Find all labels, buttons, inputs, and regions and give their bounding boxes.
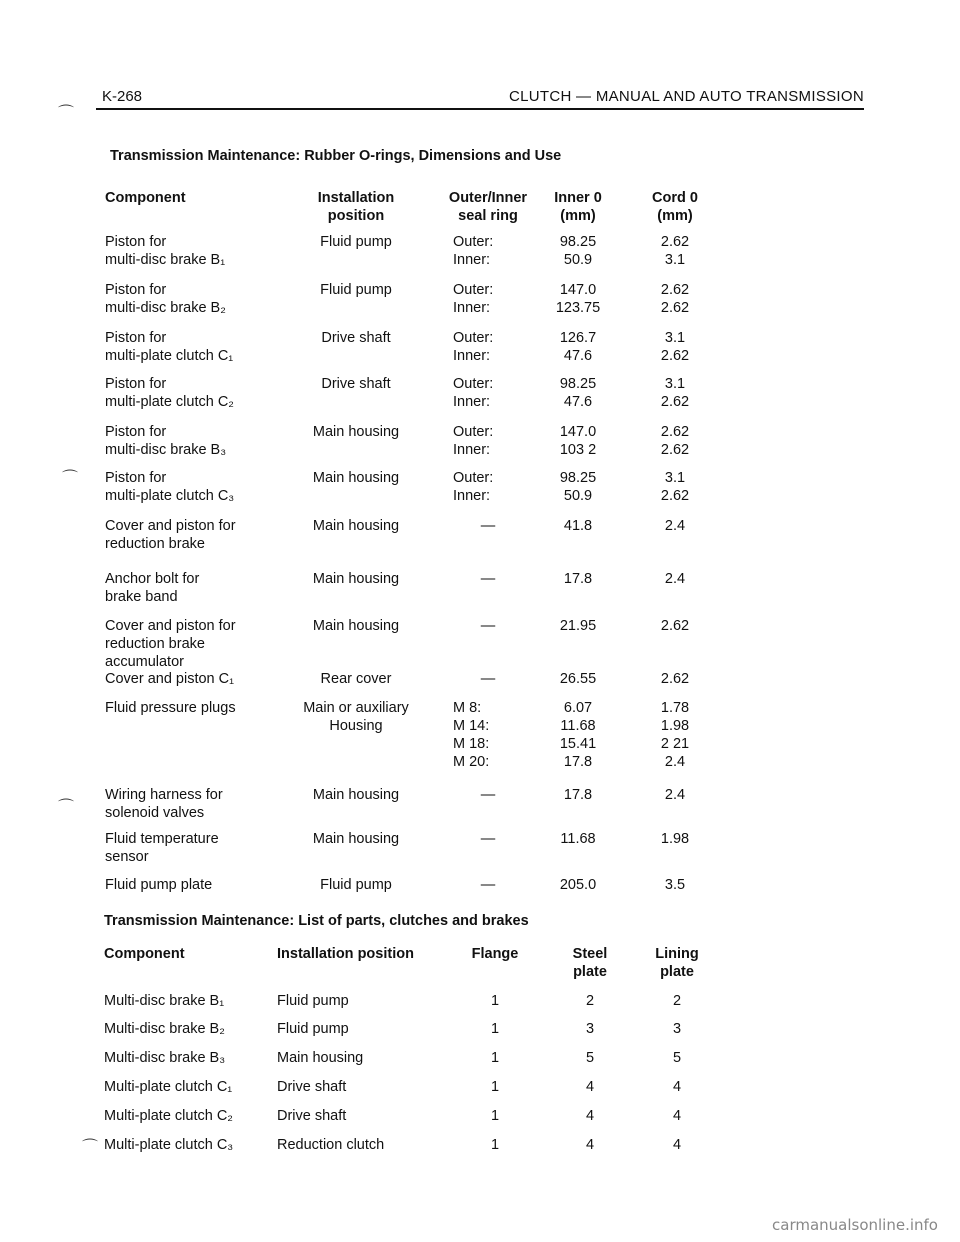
- t2-cell-flange: 1: [490, 993, 500, 1009]
- cell-component: Piston for multi-plate clutch C₁: [105, 330, 234, 364]
- t2-cell-lining: 2: [672, 993, 682, 1009]
- cell-component: Wiring harness for solenoid valves: [105, 787, 223, 821]
- cell-installation: Main housing: [312, 618, 400, 634]
- cell-installation: Fluid pump: [320, 234, 392, 250]
- t2-cell-component: Multi-disc brake B₂: [104, 1021, 225, 1037]
- cell-component: Piston for multi-plate clutch C₃: [105, 470, 235, 504]
- cell-inner-diameter: 126.7 47.6: [559, 330, 597, 364]
- cell-installation: Main housing: [312, 424, 400, 440]
- t2-cell-component: Multi-plate clutch C₃: [104, 1137, 234, 1153]
- cell-cord-diameter: 2.62: [660, 618, 690, 634]
- cell-installation: Main or auxiliary Housing: [303, 700, 409, 734]
- header-installation: Installation position: [317, 190, 395, 224]
- cell-installation: Main housing: [312, 831, 400, 847]
- cell-inner-diameter: 205.0: [559, 877, 597, 893]
- cell-seal: Outer: Inner:: [453, 470, 494, 504]
- t2-cell-installation: Drive shaft: [277, 1079, 347, 1095]
- cell-seal: —: [480, 571, 496, 587]
- cell-cord-diameter: 2.4: [664, 518, 686, 534]
- cell-installation: Drive shaft: [321, 376, 391, 392]
- cell-inner-diameter: 17.8: [563, 571, 593, 587]
- t2-cell-lining: 4: [672, 1108, 682, 1124]
- cell-cord-diameter: 1.78 1.98 2 21 2.4: [660, 700, 690, 770]
- cell-cord-diameter: 3.1 2.62: [660, 330, 690, 364]
- cell-seal: Outer: Inner:: [453, 330, 494, 364]
- t2-cell-installation: Fluid pump: [277, 993, 349, 1009]
- cell-inner-diameter: 98.25 47.6: [559, 376, 597, 410]
- t2-cell-installation: Reduction clutch: [277, 1137, 385, 1153]
- watermark: carmanualsonline.info: [772, 1216, 938, 1234]
- cell-installation: Drive shaft: [321, 330, 391, 346]
- cell-seal: Outer: Inner:: [453, 376, 494, 410]
- cell-component: Fluid pump plate: [105, 877, 213, 893]
- table1-title: Transmission Maintenance: Rubber O-rings, Dimensions and Use: [110, 148, 562, 164]
- t2-cell-lining: 4: [672, 1137, 682, 1153]
- cell-inner-diameter: 21.95: [559, 618, 597, 634]
- cell-cord-diameter: 2.62 3.1: [660, 234, 690, 268]
- cell-seal: —: [480, 671, 496, 687]
- cell-seal: —: [480, 618, 496, 634]
- cell-seal: Outer: Inner:: [453, 282, 494, 316]
- t2-header-installation: Installation position: [277, 946, 414, 962]
- t2-cell-flange: 1: [490, 1050, 500, 1066]
- cell-seal: Outer: Inner:: [453, 234, 494, 268]
- cell-seal: Outer: Inner:: [453, 424, 494, 458]
- t2-cell-flange: 1: [490, 1108, 500, 1124]
- cell-component: Anchor bolt for brake band: [105, 571, 200, 605]
- cell-inner-diameter: 26.55: [559, 671, 597, 687]
- t2-cell-steel: 4: [585, 1108, 595, 1124]
- margin-mark: ⌒: [58, 799, 75, 816]
- t2-cell-steel: 2: [585, 993, 595, 1009]
- cell-inner-diameter: 98.25 50.9: [559, 470, 597, 504]
- cell-inner-diameter: 6.07 11.68 15.41 17.8: [559, 700, 597, 770]
- header-inner: Inner 0 (mm): [554, 190, 602, 224]
- t2-cell-component: Multi-plate clutch C₁: [104, 1079, 233, 1095]
- cell-seal: —: [480, 877, 496, 893]
- cell-component: Piston for multi-disc brake B₂: [105, 282, 226, 316]
- t2-cell-flange: 1: [490, 1079, 500, 1095]
- cell-installation: Main housing: [312, 518, 400, 534]
- cell-installation: Rear cover: [320, 671, 392, 687]
- t2-cell-lining: 5: [672, 1050, 682, 1066]
- page-header: [96, 86, 864, 110]
- margin-mark: ⌒: [82, 1139, 99, 1156]
- cell-inner-diameter: 41.8: [563, 518, 593, 534]
- header-component: Component: [105, 190, 186, 206]
- cell-component: Piston for multi-disc brake B₃: [105, 424, 227, 458]
- table2-title: Transmission Maintenance: List of parts, clutches and brakes: [104, 913, 529, 929]
- cell-inner-diameter: 147.0 103 2: [559, 424, 597, 458]
- cell-cord-diameter: 2.62 2.62: [660, 424, 690, 458]
- t2-cell-component: Multi-disc brake B₃: [104, 1050, 226, 1066]
- cell-installation: Fluid pump: [320, 877, 392, 893]
- cell-seal: —: [480, 518, 496, 534]
- cell-inner-diameter: 17.8: [563, 787, 593, 803]
- cell-cord-diameter: 2.62 2.62: [660, 282, 690, 316]
- t2-cell-lining: 3: [672, 1021, 682, 1037]
- cell-cord-diameter: 3.1 2.62: [660, 470, 690, 504]
- t2-cell-installation: Main housing: [277, 1050, 364, 1066]
- cell-installation: Main housing: [312, 571, 400, 587]
- cell-inner-diameter: 147.0 123.75: [555, 282, 601, 316]
- section-title: CLUTCH — MANUAL AND AUTO TRANSMISSION: [508, 88, 864, 105]
- cell-installation: Fluid pump: [320, 282, 392, 298]
- t2-cell-steel: 5: [585, 1050, 595, 1066]
- cell-cord-diameter: 2.4: [664, 571, 686, 587]
- t2-cell-component: Multi-disc brake B₁: [104, 993, 225, 1009]
- t2-header-steel: Steel plate: [572, 946, 608, 980]
- cell-component: Piston for multi-plate clutch C₂: [105, 376, 234, 410]
- page-number: K-268: [102, 88, 143, 105]
- header-cord: Cord 0 (mm): [652, 190, 698, 224]
- cell-seal: —: [480, 831, 496, 847]
- cell-component: Cover and piston for reduction brake: [105, 518, 236, 552]
- t2-cell-component: Multi-plate clutch C₂: [104, 1108, 233, 1124]
- cell-installation: Main housing: [312, 787, 400, 803]
- t2-header-flange: Flange: [471, 946, 519, 962]
- cell-component: Fluid pressure plugs: [105, 700, 236, 716]
- t2-header-lining: Lining plate: [655, 946, 699, 980]
- cell-cord-diameter: 1.98: [660, 831, 690, 847]
- t2-header-component: Component: [104, 946, 185, 962]
- cell-component: Cover and piston C₁: [105, 671, 235, 687]
- cell-cord-diameter: 2.62: [660, 671, 690, 687]
- margin-mark: ⌒: [62, 470, 79, 487]
- cell-inner-diameter: 98.25 50.9: [559, 234, 597, 268]
- t2-cell-steel: 4: [585, 1079, 595, 1095]
- cell-cord-diameter: 3.1 2.62: [660, 376, 690, 410]
- cell-component: Piston for multi-disc brake B₁: [105, 234, 226, 268]
- cell-cord-diameter: 3.5: [664, 877, 686, 893]
- cell-installation: Main housing: [312, 470, 400, 486]
- cell-component: Cover and piston for reduction brake accumulator: [105, 618, 236, 670]
- cell-cord-diameter: 2.4: [664, 787, 686, 803]
- cell-seal: —: [480, 787, 496, 803]
- t2-cell-flange: 1: [490, 1137, 500, 1153]
- t2-cell-installation: Fluid pump: [277, 1021, 349, 1037]
- cell-component: Fluid temperature sensor: [105, 831, 219, 865]
- cell-seal: M 8: M 14: M 18: M 20:: [453, 700, 490, 770]
- t2-cell-flange: 1: [490, 1021, 500, 1037]
- t2-cell-steel: 4: [585, 1137, 595, 1153]
- t2-cell-steel: 3: [585, 1021, 595, 1037]
- margin-mark: ⌒: [58, 105, 75, 122]
- header-seal: Outer/Inner seal ring: [448, 190, 528, 224]
- cell-inner-diameter: 11.68: [560, 831, 596, 847]
- t2-cell-lining: 4: [672, 1079, 682, 1095]
- t2-cell-installation: Drive shaft: [277, 1108, 347, 1124]
